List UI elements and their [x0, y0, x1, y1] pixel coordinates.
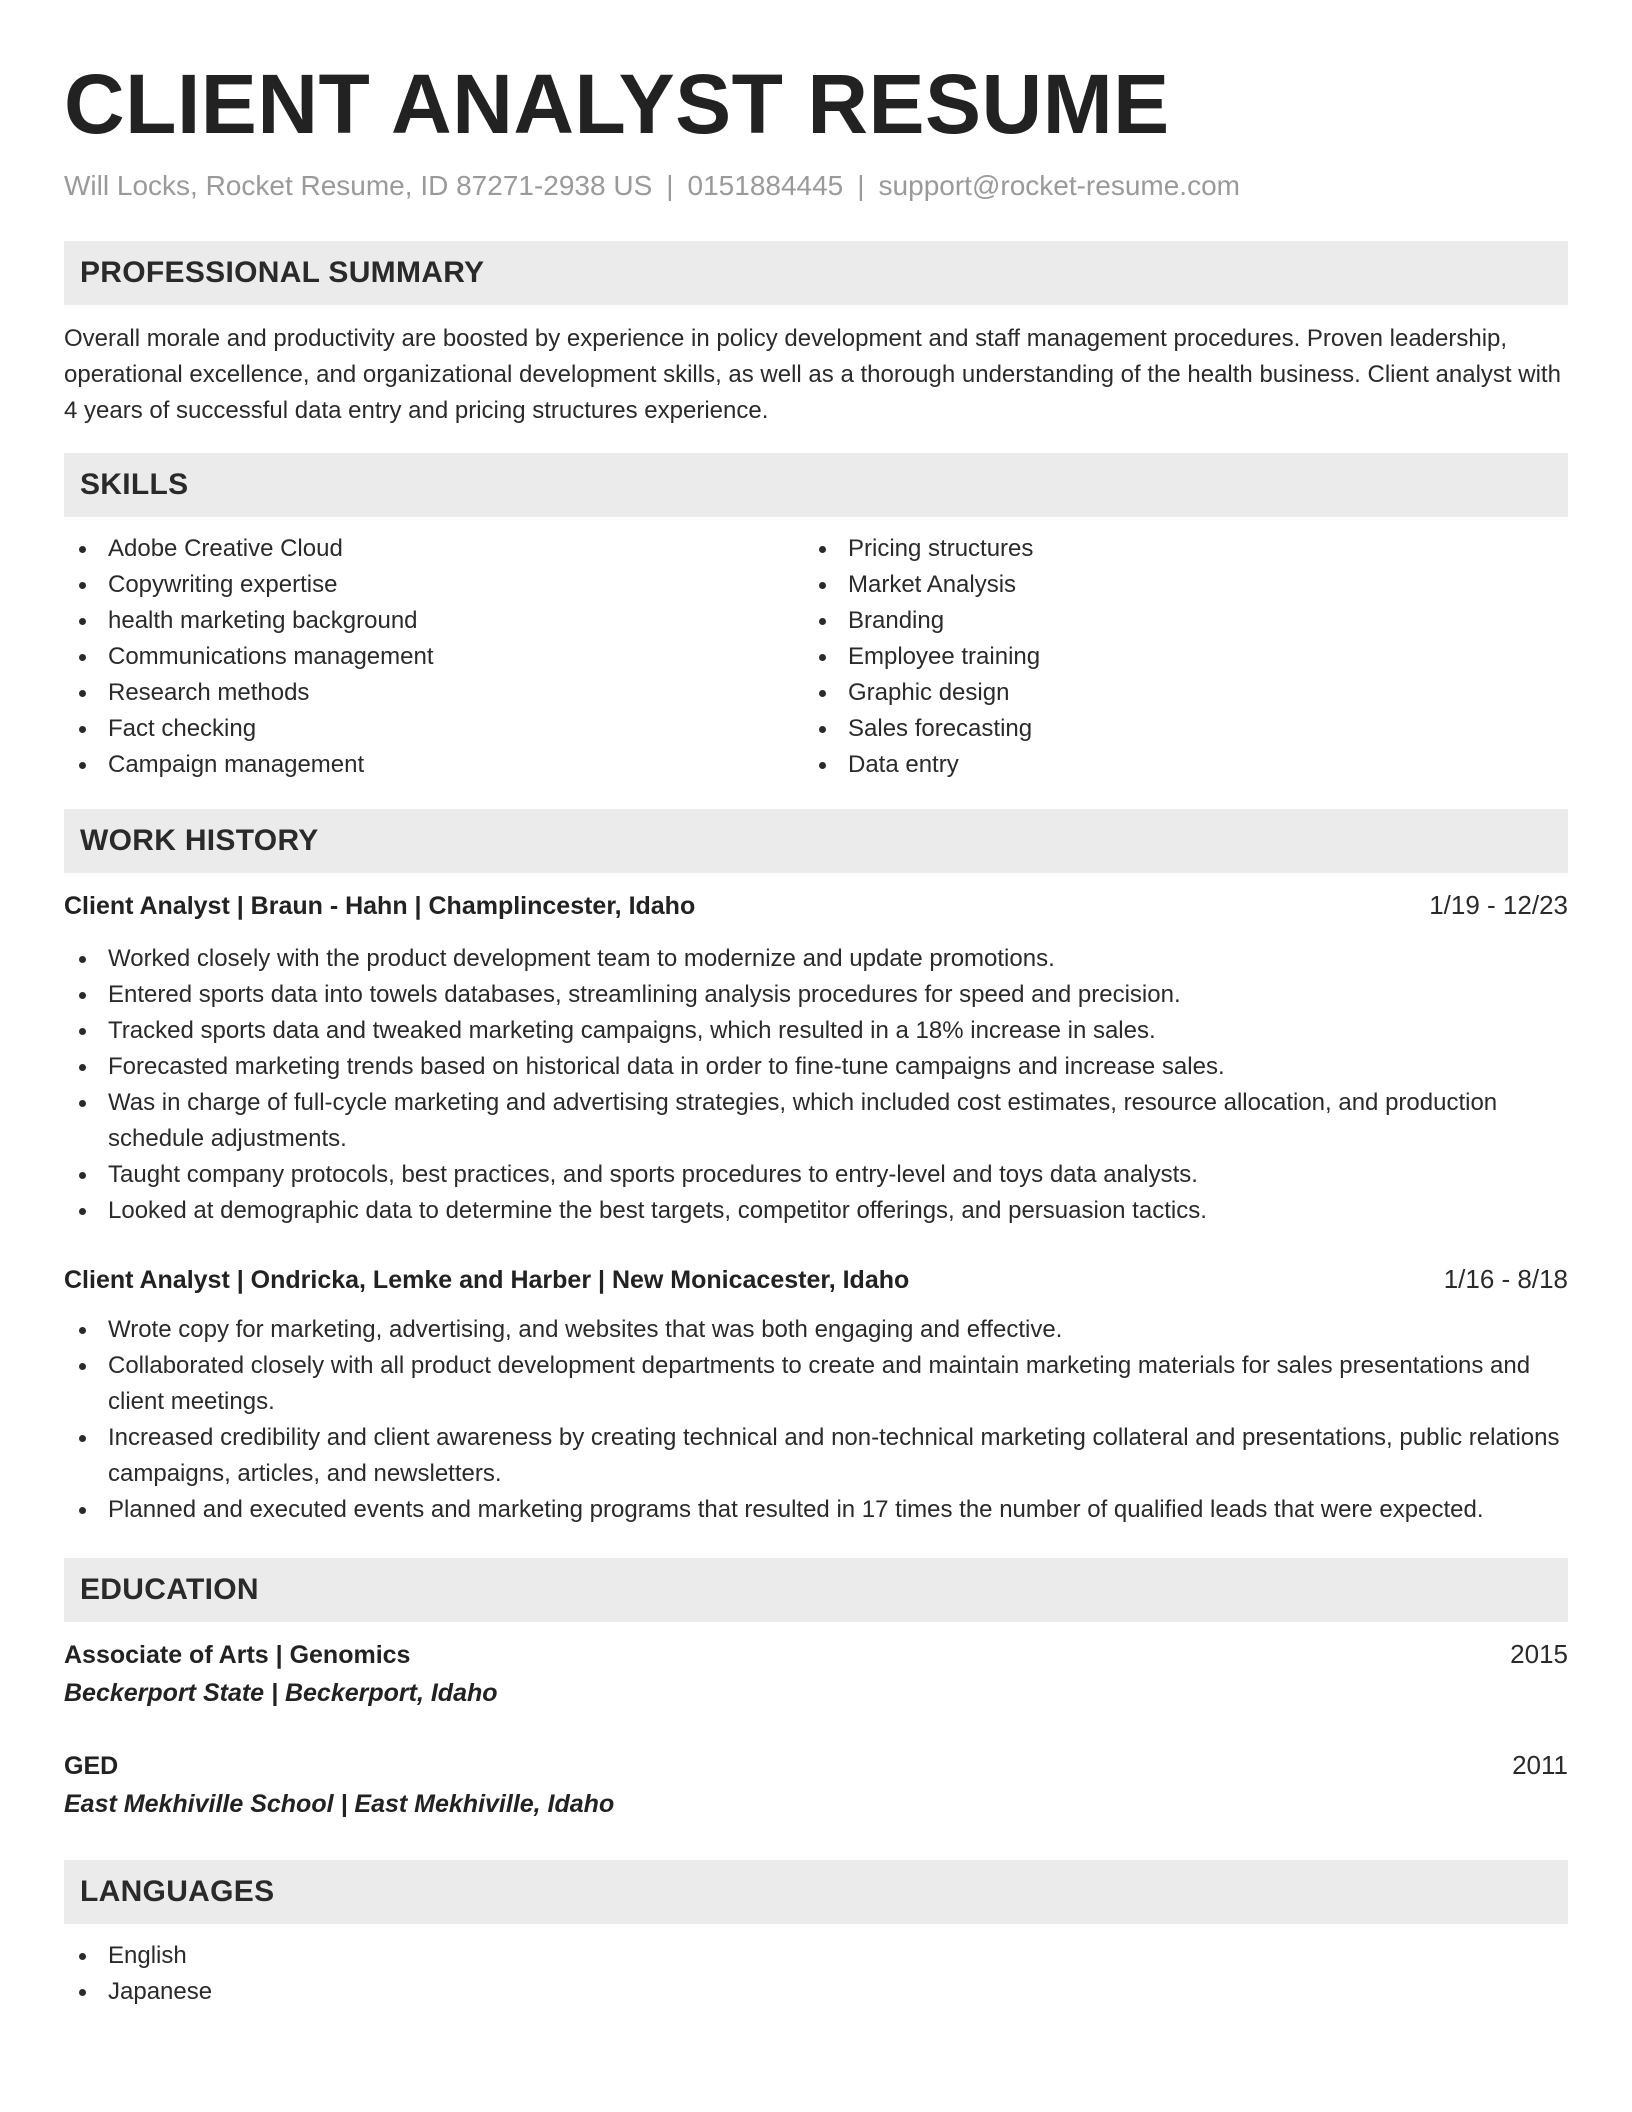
job-bullet: Taught company protocols, best practices, and sports procedures to entry-level and toys data analysts.: [64, 1157, 1568, 1193]
skill-item: Adobe Creative Cloud: [64, 531, 804, 567]
skill-item: Market Analysis: [804, 567, 1544, 603]
section-header-languages: LANGUAGES: [64, 1860, 1568, 1924]
skill-item: Campaign management: [64, 747, 804, 783]
job-bullet: Tracked sports data and tweaked marketing campaigns, which resulted in a 18% increase in sales.: [64, 1013, 1568, 1049]
job-entry: [64, 887, 1568, 1229]
education-entry: [64, 1747, 1568, 1822]
education-header: [64, 1636, 1568, 1673]
contact-phone: 0151884445: [687, 170, 844, 201]
skill-item: Communications management: [64, 639, 804, 675]
job-bullet: Worked closely with the product development team to modernize and update promotions.: [64, 941, 1568, 977]
education-year: 2015: [1510, 1639, 1568, 1669]
job-dates: 1/16 - 8/18: [1443, 1264, 1568, 1294]
skill-item: Employee training: [804, 639, 1544, 675]
section-header-skills: SKILLS: [64, 453, 1568, 517]
section-header-education: EDUCATION: [64, 1558, 1568, 1622]
contact-line: [64, 168, 1568, 204]
job-bullet: Increased credibility and client awareness by creating technical and non-technical marketing collateral and presentations, public relations campaigns, articles, and newsletters.: [64, 1420, 1568, 1492]
job-bullet: Planned and executed events and marketing programs that resulted in 17 times the number of qualified leads that were expected.: [64, 1492, 1568, 1528]
job-bullet: Collaborated closely with all product development departments to create and maintain marketing materials for sales presentations and client meetings.: [64, 1348, 1568, 1420]
skill-item: Branding: [804, 603, 1544, 639]
job-entry: [64, 1261, 1568, 1528]
job-dates: 1/19 - 12/23: [1429, 890, 1568, 920]
skill-item: Copywriting expertise: [64, 567, 804, 603]
job-bullet: Looked at demographic data to determine the best targets, competitor offerings, and persuasion tactics.: [64, 1193, 1568, 1229]
job-bullets: [64, 1312, 1568, 1528]
section-header-work-history: WORK HISTORY: [64, 809, 1568, 873]
job-header: [64, 887, 1568, 924]
languages-list: [64, 1938, 1568, 2010]
contact-separator: |: [666, 170, 674, 201]
contact-email: support@rocket-resume.com: [878, 170, 1240, 201]
job-title: Client Analyst | Ondricka, Lemke and Harber | New Monicacester, Idaho: [64, 1266, 910, 1294]
job-title: Client Analyst | Braun - Hahn | Champlincester, Idaho: [64, 892, 696, 920]
language-item: Japanese: [64, 1974, 1568, 2010]
skill-item: Research methods: [64, 675, 804, 711]
skills-column-right: [804, 531, 1544, 783]
skill-item: Data entry: [804, 747, 1544, 783]
skills-grid: [64, 531, 1568, 783]
education-school: Beckerport State | Beckerport, Idaho: [64, 1679, 498, 1707]
skills-column-left: [64, 531, 804, 783]
language-item: English: [64, 1938, 1568, 1974]
education-degree: Associate of Arts | Genomics: [64, 1641, 411, 1669]
education-school: East Mekhiville School | East Mekhiville, Idaho: [64, 1790, 615, 1818]
contact-separator: |: [857, 170, 865, 201]
education-degree: GED: [64, 1752, 119, 1780]
job-bullet: Wrote copy for marketing, advertising, and websites that was both engaging and effective.: [64, 1312, 1568, 1348]
job-bullet: Entered sports data into towels databases, streamlining analysis procedures for speed and precision.: [64, 977, 1568, 1013]
skill-item: health marketing background: [64, 603, 804, 639]
resume-title: CLIENT ANALYST RESUME: [64, 57, 1170, 151]
skill-item: Graphic design: [804, 675, 1544, 711]
education-entry: [64, 1636, 1568, 1711]
skill-item: Pricing structures: [804, 531, 1544, 567]
job-bullet: Forecasted marketing trends based on historical data in order to fine-tune campaigns and increase sales.: [64, 1049, 1568, 1085]
education-header: [64, 1747, 1568, 1784]
job-bullet: Was in charge of full-cycle marketing and advertising strategies, which included cost estimates, resource allocation, and production schedule adjustments.: [64, 1085, 1568, 1157]
education-year: 2011: [1512, 1750, 1568, 1780]
job-header: [64, 1261, 1568, 1298]
contact-address: Will Locks, Rocket Resume, ID 87271-2938 US: [64, 170, 653, 201]
skill-item: Fact checking: [64, 711, 804, 747]
summary-text: Overall morale and productivity are boosted by experience in policy development and staff management procedures. Proven leadership, operational excellence, and organizational development skills, as well as a thorough understanding of the health business. Client analyst with 4 years of successful data entry and pricing structures experience.: [64, 325, 1561, 424]
job-bullets: [64, 941, 1568, 1229]
section-header-summary: PROFESSIONAL SUMMARY: [64, 241, 1568, 305]
skill-item: Sales forecasting: [804, 711, 1544, 747]
